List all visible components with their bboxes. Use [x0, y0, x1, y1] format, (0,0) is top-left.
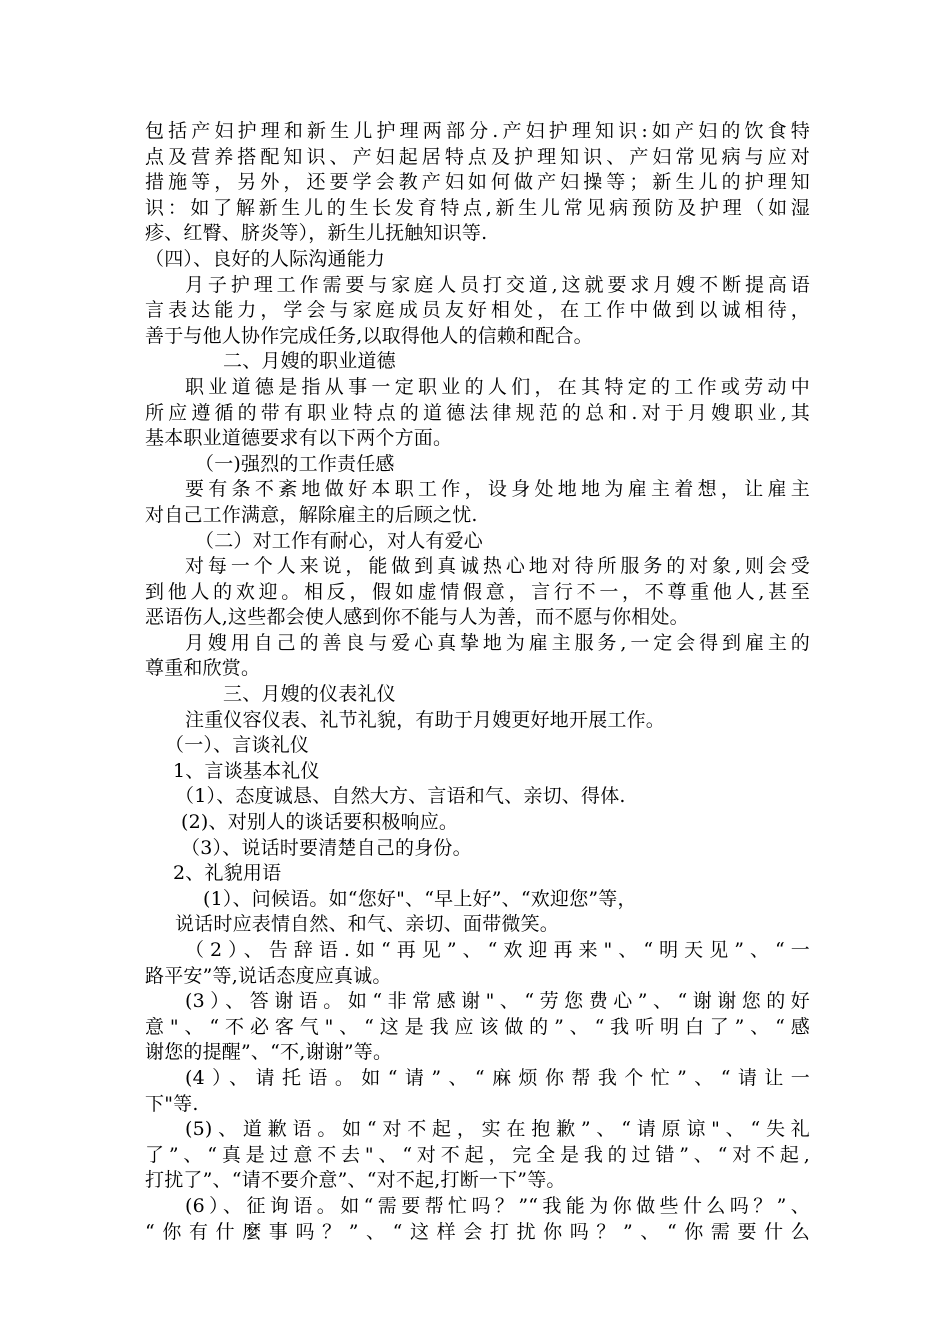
text-line: 打扰了”、“请不要介意”、“对不起,打断一下”等。 — [145, 1169, 566, 1192]
text-line: 下"等. — [145, 1092, 199, 1115]
text-line: (5)、道歉语。如“对不起，实在抱歉”、“请原谅"、“失礼 — [185, 1118, 810, 1141]
text-line: (3）、答谢语。如“非常感谢"、“劳您费心”、“谢谢您的好 — [185, 990, 810, 1013]
text-line: 包括产妇护理和新生儿护理两部分.产妇护理知识:如产妇的饮食特 — [145, 120, 810, 142]
text-line: 月嫂用自己的善良与爱心真挚地为雇主服务,一定会得到雇主的 — [185, 631, 810, 654]
text-line: 所应遵循的带有职业特点的道德法律规范的总和.对于月嫂职业,其 — [145, 401, 810, 424]
text-line: （1）、态度诚恳、自然大方、言语和气、亲切、得体. — [175, 785, 626, 808]
text-line: 谢您的提醒”、“不,谢谢”等。 — [145, 1041, 393, 1064]
text-line: 了”、“真是过意不去"、“对不起，完全是我的过错”、“对不起, — [145, 1143, 810, 1166]
text-line: 基本职业道德要求有以下两个方面。 — [145, 427, 453, 450]
text-line: 措施等，另外，还要学会教产妇如何做产妇操等；新生儿的护理知 — [145, 171, 810, 194]
text-line: 注重仪容仪表、礼节礼貌，有助于月嫂更好地开展工作。 — [185, 708, 666, 731]
text-line: (2)、对别人的谈话要积极响应。 — [181, 811, 459, 834]
text-line: （2）、告辞语.如“再见”、“欢迎再来"、“明天见”、“一 — [185, 939, 810, 961]
text-line: 对自己工作满意，解除雇主的后顾之忧. — [145, 503, 478, 526]
text-line: 尊重和欣赏。 — [145, 657, 261, 680]
text-line: 职业道德是指从事一定职业的人们，在其特定的工作或劳动中 — [185, 375, 810, 398]
text-line: 恶语伤人,这些都会使人感到你不能与人为善，而不愿与你相处。 — [145, 606, 689, 629]
text-line: 识：如了解新生儿的生长发育特点,新生儿常见病预防及护理（如湿 — [145, 196, 810, 219]
text-line: 对每一个人来说，能做到真诚热心地对待所服务的对象,则会受 — [185, 555, 810, 578]
text-line: 到他人的欢迎。相反，假如虚情假意，言行不一，不尊重他人,甚至 — [145, 580, 810, 603]
text-line: （二）对工作有耐心，对人有爱心 — [195, 529, 484, 552]
text-line: 要有条不紊地做好本职工作，设身处地地为雇主着想，让雇主 — [185, 478, 810, 501]
text-line: 说话时应表情自然、和气、亲切、面带微笑。 — [175, 913, 560, 936]
text-line: （一）、言谈礼仪 — [165, 734, 310, 757]
text-line: 1、言谈基本礼仪 — [173, 759, 320, 782]
text-line: “你有什麼事吗？”、“这样会打扰你吗？”、“你需要什么 — [145, 1220, 810, 1243]
text-line: 疹、红臀、脐炎等），新生儿抚触知识等. — [145, 222, 488, 245]
text-line: (4）、请托语。如“请”、“麻烦你帮我个忙”、“请让一 — [185, 1066, 810, 1089]
text-line: 三、月嫂的仪表礼仪 — [223, 683, 396, 706]
text-line: 意"、“不必客气"、“这是我应该做的”、“我听明白了”、“感 — [145, 1015, 810, 1038]
text-line: （四）、良好的人际沟通能力 — [145, 247, 386, 270]
text-line: 月子护理工作需要与家庭人员打交道,这就要求月嫂不断提高语 — [185, 273, 810, 296]
text-line: 二、月嫂的职业道德 — [223, 350, 396, 373]
text-line: （一)强烈的工作责任感 — [195, 452, 395, 475]
text-line: (6）、征询语。如“需要帮忙吗？”“我能为你做些什么吗？”、 — [185, 1194, 810, 1217]
text-line: (1）、问候语。如“您好"、“早上好”、“欢迎您”等， — [203, 887, 637, 910]
text-line: 善于与他人协作完成任务,以取得他人的信赖和配合。 — [145, 324, 593, 347]
text-line: 点及营养搭配知识、产妇起居特点及护理知识、产妇常见病与应对 — [145, 145, 810, 168]
text-line: 路平安”等,说话态度应真诚。 — [145, 964, 392, 987]
text-line: （3）、说话时要清楚自己的身份。 — [181, 836, 472, 859]
text-line: 2、礼貌用语 — [173, 862, 282, 885]
document-page — [145, 119, 810, 1245]
text-line: 言表达能力，学会与家庭成员友好相处，在工作中做到以诚相待， — [145, 299, 810, 322]
